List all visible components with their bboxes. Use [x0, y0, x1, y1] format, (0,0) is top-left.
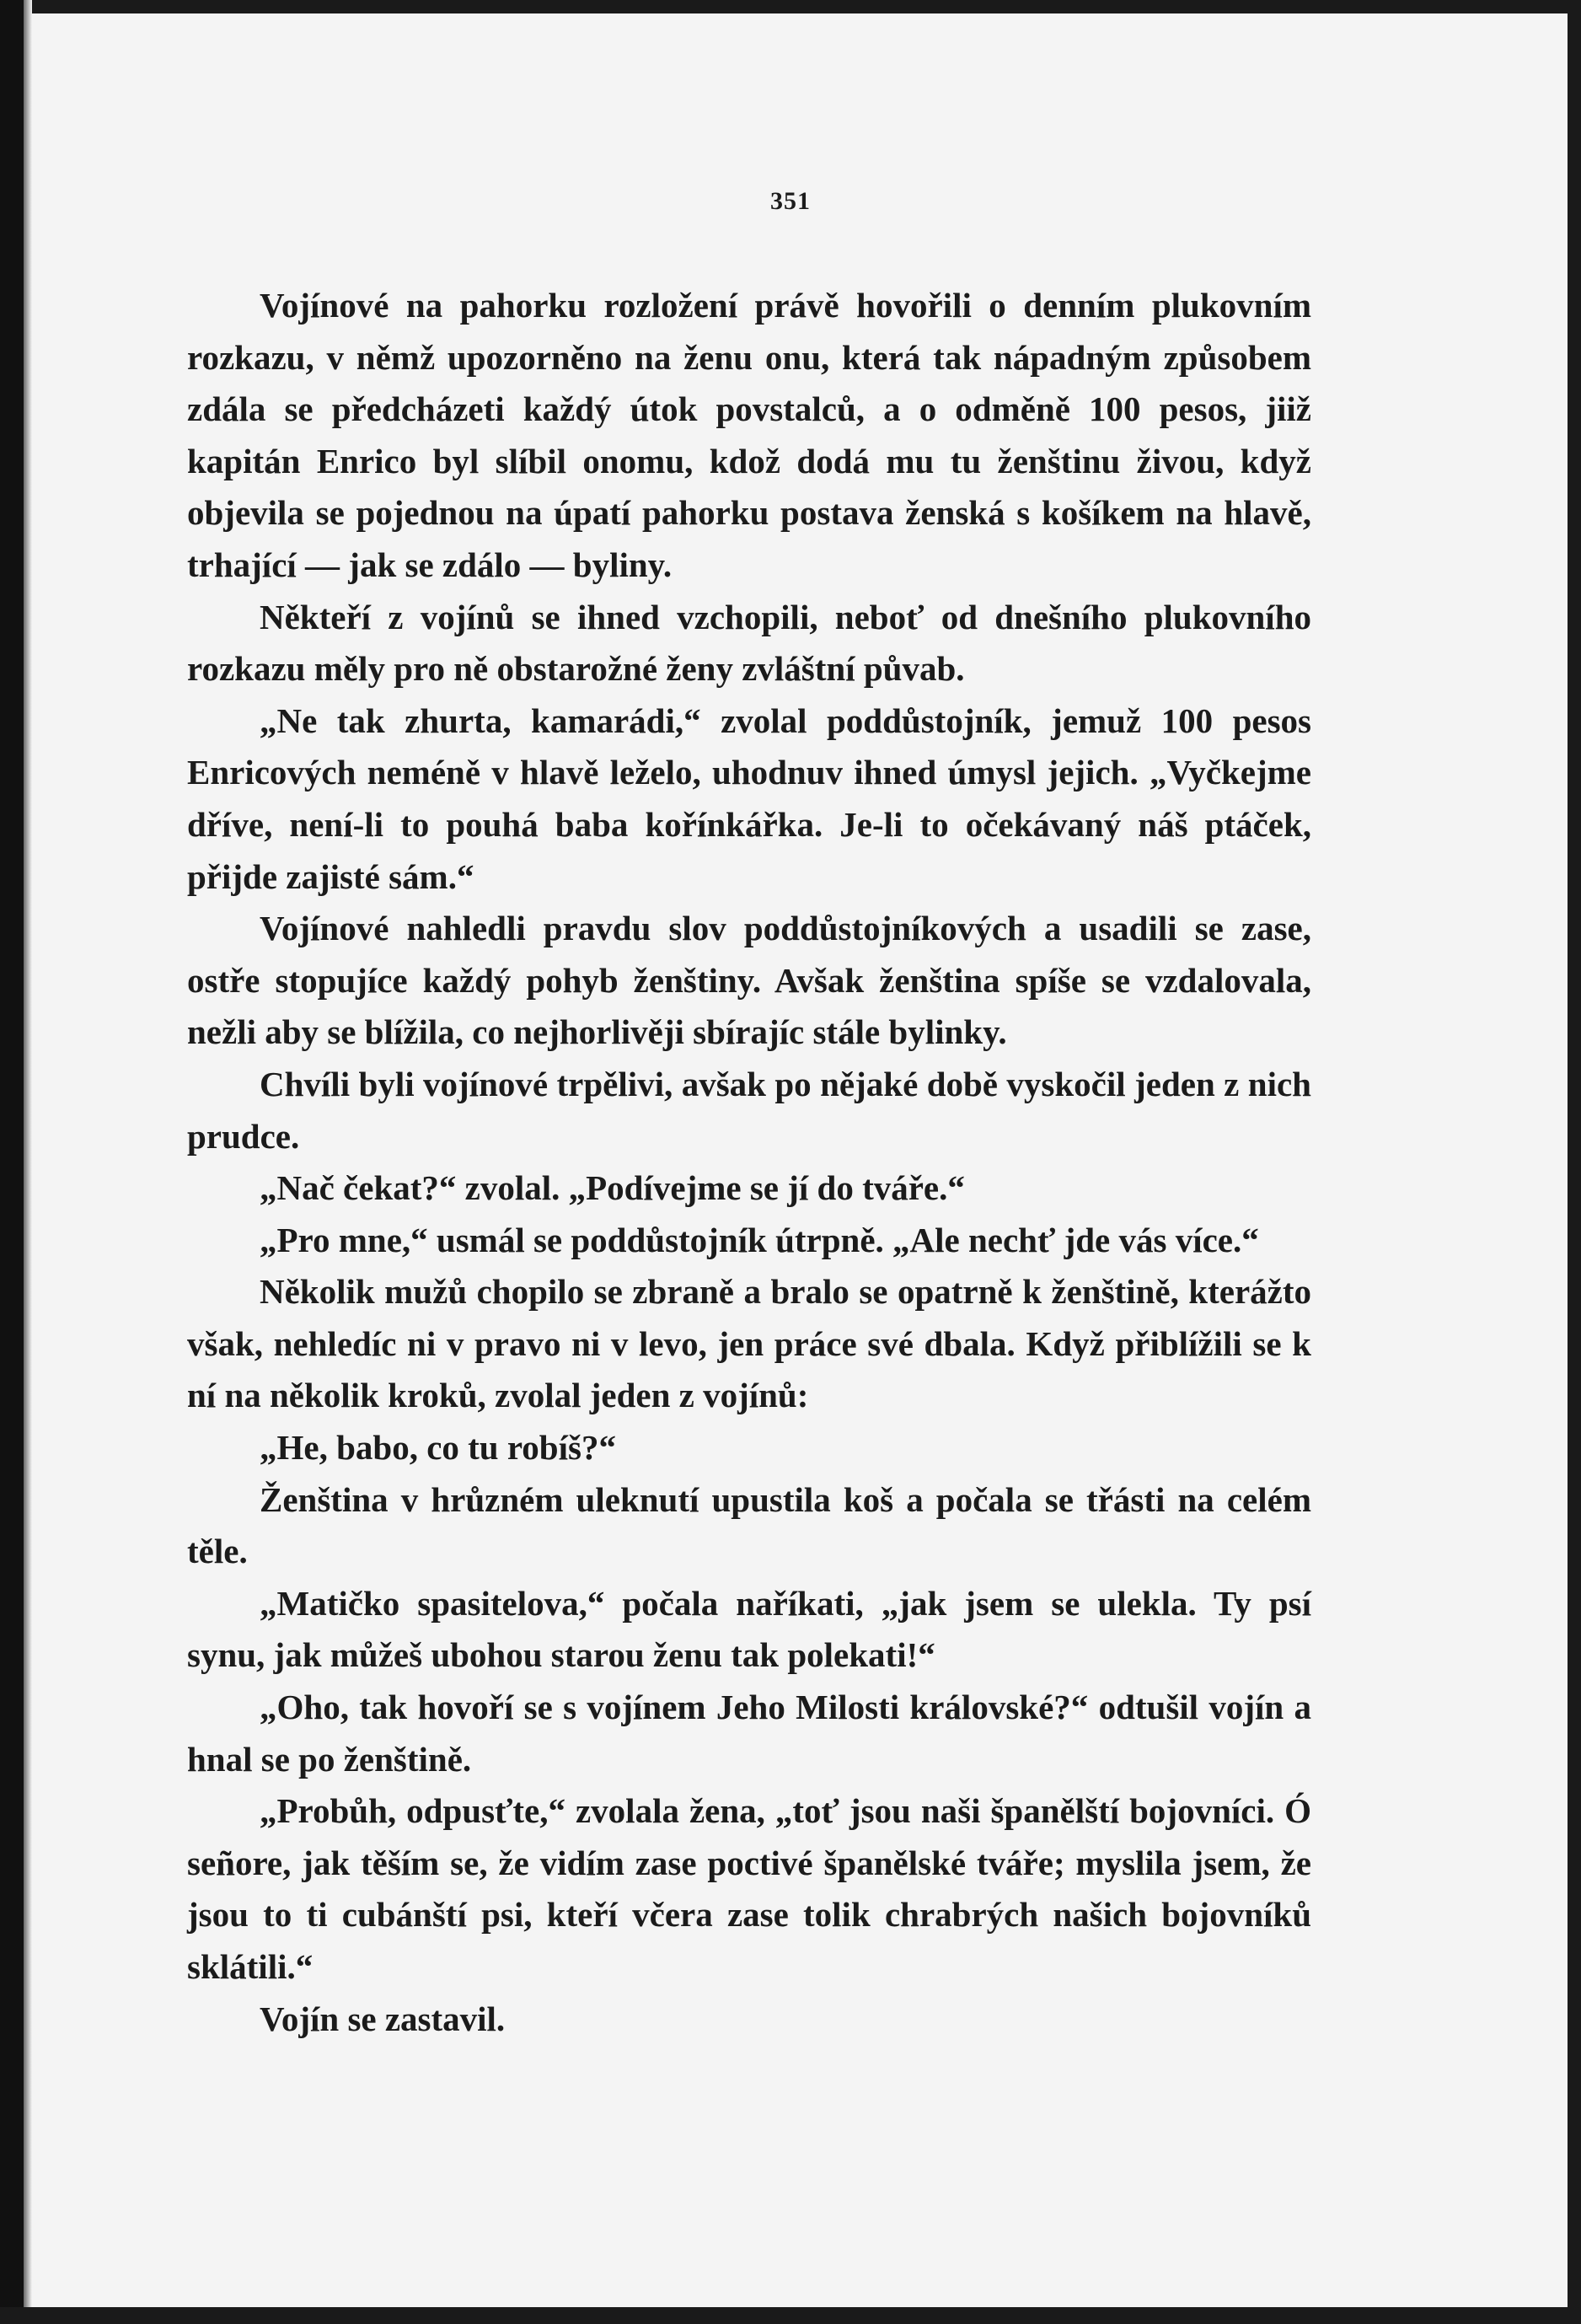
paragraph: „Nač čekat?“ zvolal. „Podívejme se jí do tváře.“ — [260, 1168, 965, 1208]
scan-left-shadow — [24, 0, 32, 2324]
body-text — [187, 280, 1311, 2045]
scan-top-edge — [0, 0, 1581, 13]
paragraph: Někteří z vojínů se ihned vzchopili, neboť od dnešního plukovního rozkazu měly pro ně obstarožné ženy zvláštní půvab. — [187, 597, 1311, 689]
paragraph: Vojín se zastavil. — [260, 1999, 506, 2038]
paragraph: Vojínové nahledli pravdu slov poddůstojníkových a usadili se zase, ostře stopujíce každý pohyb ženštiny. Avšak ženština spíše se vzdalovala, nežli aby se blížila, co nejhorlivěji sbírajíc stále bylinky. — [187, 909, 1311, 1052]
scan-left-edge — [0, 0, 24, 2324]
paragraph: „Oho, tak hovoří se s vojínem Jeho Milosti královské?“ odtušil vojín a hnal se po ženštině. — [187, 1688, 1311, 1779]
page-number: 351 — [770, 187, 811, 215]
paragraph: „He, babo, co tu robíš?“ — [260, 1428, 616, 1468]
scan-bottom-edge — [0, 2307, 1581, 2324]
paragraph: Několik mužů chopilo se zbraně a bralo se opatrně k ženštině, kterážto však, nehledíc ni v pravo ni v levo, jen práce své dbala. Když přiblížili se k ní na několik kroků, zvolal jeden z vojínů: — [187, 1272, 1311, 1415]
paragraph: „Matičko spasitelova,“ počala naříkati, „jak jsem se ulekla. Ty psí synu, jak můžeš ubohou starou ženu tak polekati!“ — [187, 1583, 1311, 1675]
paragraph: „Probůh, odpusťte,“ zvolala žena, „toť jsou naši španělští bojovníci. Ó señore, jak těším se, že vidím zase poctivé španělské tváře; myslila jsem, že jsou to ti cubánští psi, kteří včera zase tolik chrabrých našich bojovníků sklátili.“ — [187, 1791, 1311, 1986]
paragraph: Vojínové na pahorku rozložení právě hovořili o denním plukovním rozkazu, v němž upozorněno na ženu onu, která tak nápadným způsobem zdála se předcházeti každý útok povstalců, a o odměně 100 pesos, jiiž kapitán Enrico byl slíbil onomu, kdož dodá mu tu ženštinu živou, když objevila se pojednou na úpatí pahorku postava ženská s košíkem na hlavě, trhající — jak se zdálo — byliny. — [187, 286, 1311, 584]
scan-right-edge — [1568, 0, 1581, 2324]
paragraph: Ženština v hrůzném uleknutí upustila koš a počala se třásti na celém těle. — [187, 1479, 1311, 1571]
paragraph: Chvíli byli vojínové trpělivi, avšak po nějaké době vyskočil jeden z nich prudce. — [187, 1064, 1311, 1156]
paragraph: „Ne tak zhurta, kamarádi,“ zvolal poddůstojník, jemuž 100 pesos Enricových neméně v hlavě leželo, uhodnuv ihned úmysl jejich. „Vyčkejme dříve, není-li to pouhá baba kořínkářka. Je-li to očekávaný náš ptáček, přijde zajisté sám.“ — [187, 700, 1311, 896]
paragraph: „Pro mne,“ usmál se poddůstojník útrpně. „Ale nechť jde vás více.“ — [260, 1220, 1259, 1259]
